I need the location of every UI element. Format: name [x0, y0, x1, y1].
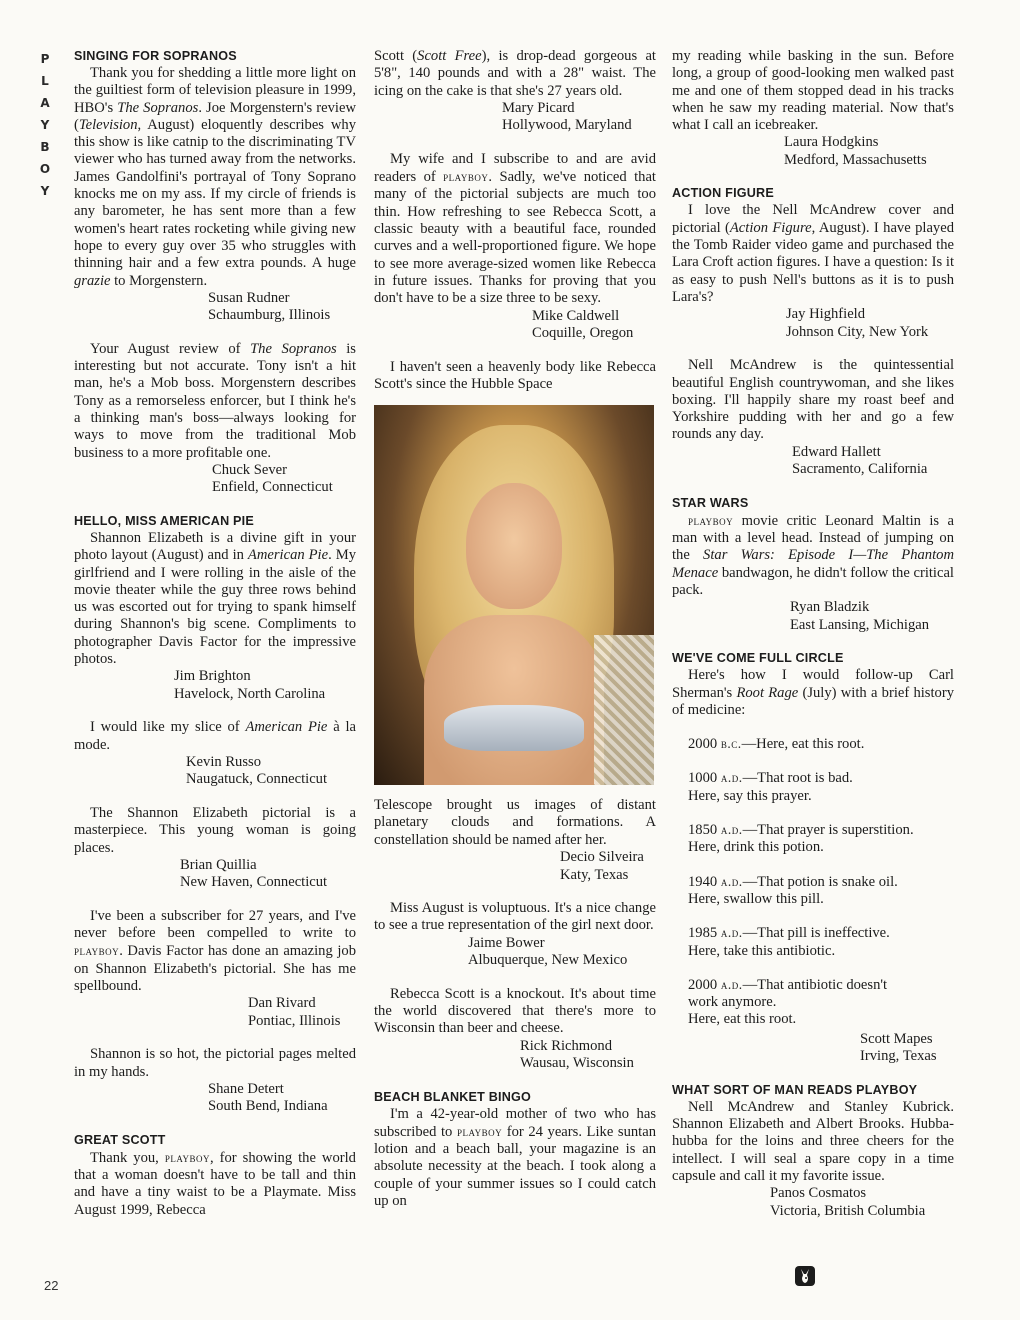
- signature-name: Laura Hodgkins: [784, 134, 879, 151]
- signature-name: Panos Cosmatos: [770, 1185, 867, 1202]
- signature-name: Decio Silveira: [560, 849, 644, 866]
- letter-text: Nell McAndrew and Stanley Kubrick. Shannon Elizabeth and Albert Brooks. Hubba-hubba for the loins and three cheers for the intellect. I will seal a spare copy in a time capsule and call it my favorite issue.: [672, 1098, 954, 1184]
- section-heading: SINGING FOR SOPRANOS: [74, 49, 237, 63]
- letter-text: I love the Nell McAndrew cover and pictorial (Action Figure, August). I have played the Tomb Raider video game and purchased the Lara Croft action figures. I have a question: Is it as easy to push Nell's buttons as it is to push Lara's?: [672, 202, 955, 305]
- letter-text: playboy movie critic Leonard Maltin is a man with a level head. Instead of jumping on the Star Wars: Episode I—The Phantom Menace bandwagon, he didn't follow the critical pack.: [672, 512, 954, 598]
- letter-text: Your August review of The Sopranos is interesting but not accurate. Tony isn't a hit man, he's a Mob boss. Morgenstern describes Tony as a remorseless enforcer, but I think he's a thinking man's boss—always looking for ways to move from the traditional Mob business to a more profitable one.: [74, 340, 356, 461]
- section-heading: BEACH BLANKET BINGO: [374, 1089, 532, 1104]
- letter-text: My wife and I subscribe to and are avid readers of playboy. Sadly, we've noticed that many of the pictorial subjects are much too thin. How refreshing to see Rebecca Scott, a classic beauty with a beautiful face, rounded curves and a well-proportioned figure. We hope to see more average-sized women like Rebecca in future issues. Thanks for proving that you don't have to be a size three to be sexy.: [374, 150, 656, 307]
- signature-place: Schaumburg, Illinois: [208, 307, 331, 324]
- signature-name: Dan Rivard: [248, 995, 316, 1012]
- letter-signature: [374, 100, 656, 135]
- letter-text: Thank you, playboy, for showing the world that a woman doesn't have to be tall and thin and have a tiny waist to be a Playmate. Miss August 1999, Rebecca: [74, 1149, 356, 1218]
- signature-place: Irving, Texas: [860, 1048, 937, 1065]
- letter-text: I've been a subscriber for 27 years, and I've never before been compelled to write to playboy. Davis Factor has done an amazing job on Shannon Elizabeth's pictorial. She has me spellbound.: [74, 907, 356, 994]
- letter-text: I haven't seen a heavenly body like Rebecca Scott's since the Hubble Space: [374, 358, 656, 392]
- signature-place: Enfield, Connecticut: [212, 479, 333, 496]
- letter-signature: [672, 306, 954, 341]
- section-heading: HELLO, MISS AMERICAN PIE: [74, 513, 254, 528]
- signature-place: Naugatuck, Connecticut: [186, 771, 328, 788]
- masthead-letter: P: [40, 52, 50, 66]
- section-heading: GREAT SCOTT: [74, 1132, 166, 1147]
- page-number: 22: [44, 1278, 59, 1293]
- history-entry: 1850 a.d.—That prayer is superstition. Here, drink this potion.: [688, 822, 914, 856]
- masthead-logo: [34, 48, 56, 202]
- signature-place: Havelock, North Carolina: [174, 685, 326, 702]
- letter-signature: [74, 995, 356, 1030]
- masthead-letter: Y: [40, 118, 50, 132]
- masthead-letter: B: [40, 140, 50, 154]
- history-entry: 1940 a.d.—That potion is snake oil. Here, swallow this pill.: [688, 873, 898, 907]
- letter-text: Miss August is voluptuous. It's a nice change to see a true representation of the girl next door.: [374, 900, 656, 934]
- letter-text: I'm a 42-year-old mother of two who has subscribed to playboy for 24 years. Like suntan lotion and a beach ball, your magazine is an absolute necessity at the beach. I took along a couple of your summer issues so I could catch up on: [374, 1105, 656, 1210]
- signature-place: Pontiac, Illinois: [248, 1012, 341, 1029]
- signature-name: Ryan Bladzik: [790, 599, 870, 616]
- letter-signature: [74, 290, 356, 325]
- letter-signature: [374, 849, 656, 884]
- masthead-letter: O: [39, 162, 51, 176]
- masthead-letter: Y: [40, 184, 50, 198]
- signature-name: Scott Mapes: [860, 1030, 933, 1047]
- letter-text: Shannon Elizabeth is a divine gift in your photo layout (August) and in American Pie. My girlfriend and I were rolling in the aisle of the movie theater while the guy three rows behind us was escorted out for trying to spank himself during Shannon's big scene. Compliments to photographer Davis Factor for the impressive photos.: [74, 529, 356, 668]
- signature-name: Jay Highfield: [786, 306, 866, 323]
- signature-place: Coquille, Oregon: [532, 325, 634, 342]
- letter-signature: [374, 1038, 656, 1073]
- history-entry: 2000 a.d.—That antibiotic doesn't work anymore. Here, eat this root.: [688, 976, 888, 1028]
- signature-place: East Lansing, Michigan: [790, 616, 930, 633]
- signature-place: Victoria, British Columbia: [770, 1202, 926, 1219]
- letter-text: Rebecca Scott is a knockout. It's about time the world discovered that there's more to Wisconsin than beer and cheese.: [374, 985, 656, 1037]
- section-heading: WHAT SORT OF MAN READS PLAYBOY: [672, 1082, 918, 1097]
- rebecca-scott-photo: [374, 405, 654, 785]
- signature-place: Albuquerque, New Mexico: [468, 952, 628, 969]
- column-3: [672, 48, 954, 1236]
- signature-place: Katy, Texas: [560, 866, 629, 883]
- letter-text: Shannon is so hot, the pictorial pages melted in my hands.: [74, 1046, 356, 1080]
- letter-text: Thank you for shedding a little more light on the guiltiest form of television pleasure in 1999, HBO's The Sopranos. Joe Morgenstern's review (Television, August) eloquently describes why this show is like catnip to the discriminating TV viewer who has turned away from the networks. James Gandolfini's portrayal of Tony Soprano knocks me on my ass. If my circle of friends is any barometer, he has sent more than a few women's heart rates rocketing while giving new hope to every guy over 35 who struggles with thinning hair and a few extra pounds. A huge grazie to Morgenstern.: [74, 65, 356, 289]
- signature-name: Jim Brighton: [174, 668, 251, 685]
- letter-text: Telescope brought us images of distant planetary clouds and formations. A constellation should be named after her.: [374, 797, 656, 848]
- masthead-letter: A: [40, 96, 50, 110]
- letter-signature: [74, 1081, 356, 1116]
- letter-signature: [74, 668, 356, 703]
- signature-name: Rick Richmond: [520, 1037, 613, 1054]
- letter-text: Nell McAndrew is the quintessential beautiful English countrywoman, and she likes boxing. I'll happily share my roast beef and Yorkshire pudding with her and go a few rounds any day.: [672, 357, 954, 443]
- signature-place: South Bend, Indiana: [208, 1098, 328, 1115]
- letter-signature: [374, 308, 656, 343]
- letter-signature: [672, 1031, 954, 1066]
- letter-text: I would like my slice of American Pie à la mode.: [74, 719, 356, 753]
- section-heading: ACTION FIGURE: [672, 186, 774, 201]
- history-entry: 1000 a.d.—That root is bad. Here, say this prayer.: [688, 770, 853, 804]
- letter-signature: [672, 444, 954, 479]
- signature-name: Brian Quillia: [180, 856, 257, 873]
- letter-text: The Shannon Elizabeth pictorial is a masterpiece. This young woman is going places.: [74, 804, 356, 856]
- masthead-letter: L: [41, 74, 49, 88]
- history-list: [672, 735, 954, 1029]
- signature-place: New Haven, Connecticut: [180, 874, 328, 891]
- letter-signature: [672, 134, 954, 169]
- letter-text: Here's how I would follow-up Carl Sherman's Root Rage (July) with a brief history of medicine:: [672, 667, 954, 718]
- signature-place: Johnson City, New York: [786, 323, 929, 340]
- letter-text: my reading while basking in the sun. Before long, a group of good-looking men walked past me and one of them stopped dead in his tracks when he saw my reading material. Now that's what I call an icebreaker.: [672, 48, 954, 134]
- signature-name: Shane Detert: [208, 1080, 284, 1097]
- history-entry: 1985 a.d.—That pill is ineffective. Here, take this antibiotic.: [688, 925, 890, 959]
- section-heading: WE'VE COME FULL CIRCLE: [672, 651, 844, 666]
- signature-name: Chuck Sever: [212, 461, 287, 478]
- signature-name: Jaime Bower: [468, 934, 545, 951]
- signature-place: Sacramento, California: [792, 461, 928, 478]
- letter-signature: [74, 857, 356, 892]
- letter-signature: [74, 754, 356, 789]
- column-2: [374, 48, 656, 1210]
- signature-name: Susan Rudner: [208, 289, 290, 306]
- letter-text: Scott (Scott Free), is drop-dead gorgeous at 5'8", 140 pounds and with a 28" waist. The icing on the cake is that she's 27 years old.: [374, 48, 656, 99]
- signature-name: Kevin Russo: [186, 753, 261, 770]
- signature-place: Wausau, Wisconsin: [520, 1055, 634, 1072]
- signature-place: Hollywood, Maryland: [502, 117, 632, 134]
- letter-signature: [374, 935, 656, 970]
- signature-name: Mike Caldwell: [532, 307, 620, 324]
- history-entry: 2000 b.c.—Here, eat this root.: [688, 736, 865, 753]
- column-1: [74, 48, 356, 1219]
- signature-place: Medford, Massachusetts: [784, 151, 927, 168]
- signature-name: Mary Picard: [502, 99, 575, 116]
- letter-signature: [74, 462, 356, 497]
- rabbit-head-icon: [795, 1266, 815, 1286]
- letter-signature: [672, 1185, 954, 1220]
- section-heading: STAR WARS: [672, 495, 749, 510]
- letter-signature: [672, 599, 954, 634]
- signature-name: Edward Hallett: [792, 443, 881, 460]
